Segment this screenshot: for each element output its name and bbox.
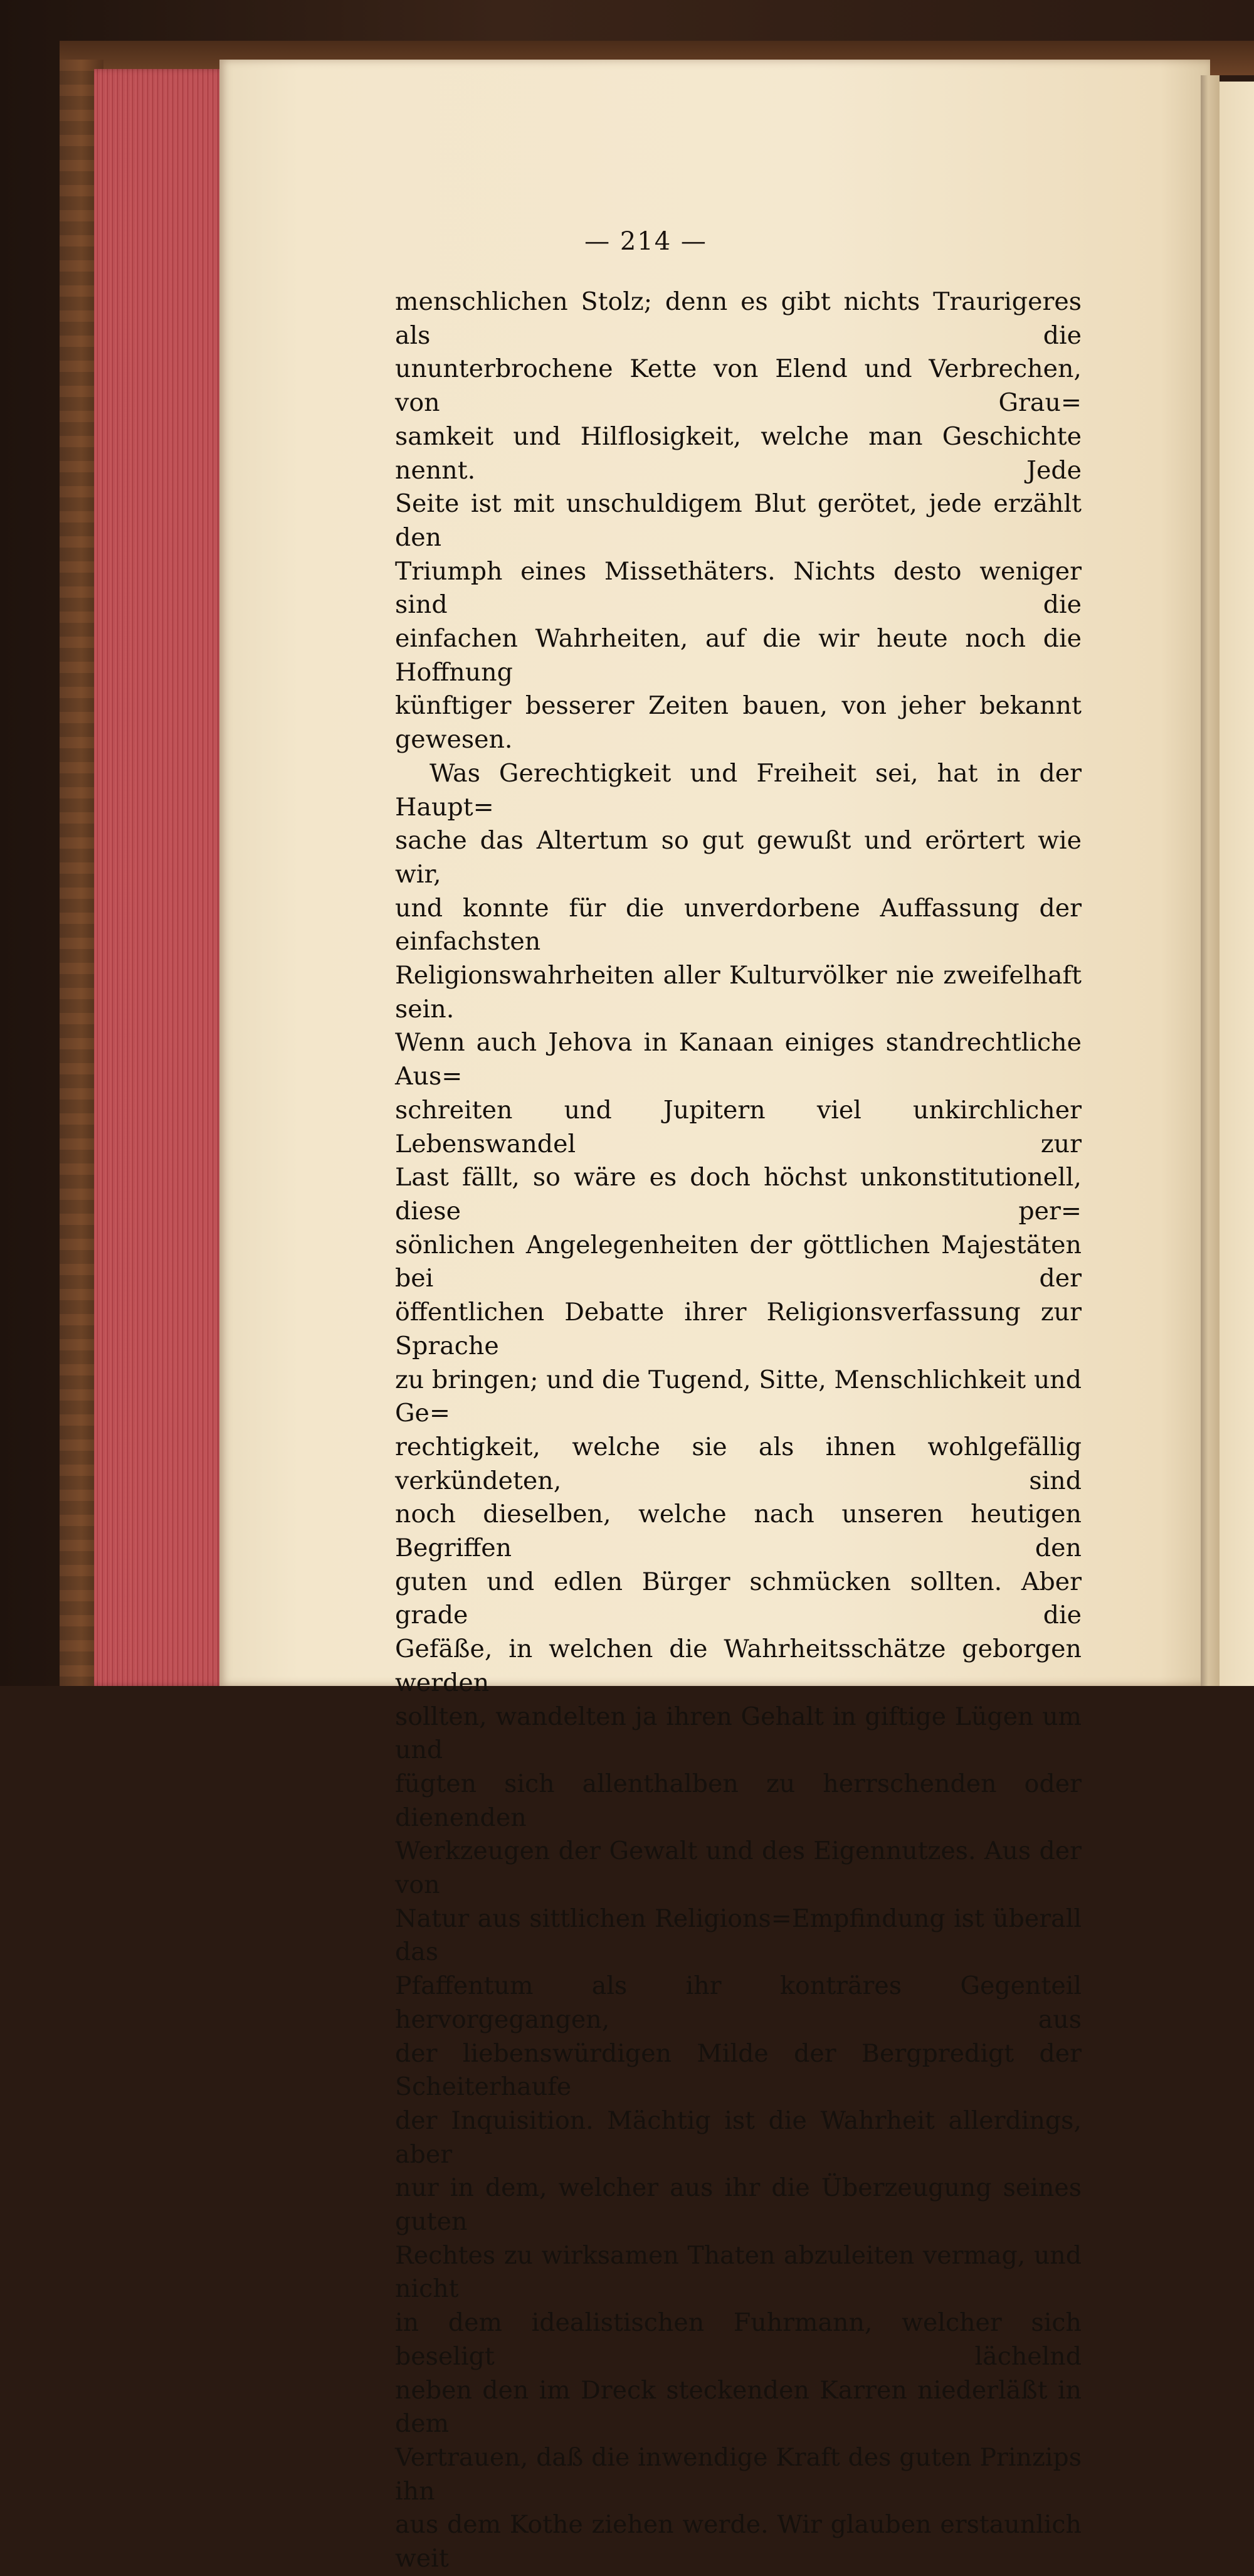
page-number: — 214 — xyxy=(584,227,707,256)
text-line: in dem idealistischen Fuhrmann, welcher sich beseligt lächelnd xyxy=(395,2308,1082,2371)
text-line: Seite ist mit unschuldigem Blut gerötet, jede erzählt den xyxy=(395,489,1082,552)
text-line: der Inquisition. Mächtig ist die Wahrheit allerdings, aber xyxy=(395,2106,1082,2169)
text-line: künftiger besserer Zeiten bauen, von jeher bekannt gewesen. xyxy=(395,691,1082,755)
text-line: Religionswahrheiten aller Kulturvölker nie zweifelhaft sein. xyxy=(395,961,1082,1024)
text-line: samkeit und Hilflosigkeit, welche man Geschichte nennt. Jede xyxy=(395,421,1082,485)
text-line: guten und edlen Bürger schmücken sollten. Aber grade die xyxy=(395,1567,1082,1630)
facing-page-edge xyxy=(1220,82,1254,1686)
text-line: Wenn auch Jehova in Kanaan einiges standrechtliche Aus= xyxy=(395,1028,1082,1091)
text-line: sollten, wandelten ja ihren Gehalt in giftige Lügen um und xyxy=(395,1702,1082,1765)
text-line: schreiten und Jupitern viel unkirchlicher Lebenswandel zur xyxy=(395,1095,1082,1158)
text-line: einfachen Wahrheiten, auf die wir heute noch die Hoffnung xyxy=(395,624,1082,687)
body-text xyxy=(395,285,1082,2576)
text-line: Last fällt, so wäre es doch höchst unkonstitutionell, diese per= xyxy=(395,1163,1082,1226)
text-line: rechtigkeit, welche sie als ihnen wohlgefällig verkündeten, sind xyxy=(395,1432,1082,1495)
text-line: Gefäße, in welchen die Wahrheitsschätze geborgen werden xyxy=(395,1635,1082,1697)
text-line: Vertrauen, daß die inwendige Kraft des guten Prinzips ihn xyxy=(395,2443,1082,2506)
text-line: der liebenswürdigen Milde der Bergpredigt der Scheiterhaufe xyxy=(395,2038,1082,2102)
page-edges xyxy=(94,69,226,1686)
text-line: neben den im Dreck steckenden Karren niederläßt in dem xyxy=(395,2375,1082,2439)
text-line: nur in dem, welcher aus ihr die Überzeugung seines guten xyxy=(395,2173,1082,2237)
page-gutter xyxy=(1201,75,1220,1686)
text-line: Triumph eines Missethäters. Nichts desto weniger sind die xyxy=(395,556,1082,620)
text-line: sache das Altertum so gut gewußt und erörtert wie wir, xyxy=(395,826,1082,889)
text-line: und konnte für die unverdorbene Auffassung der einfachsten xyxy=(395,893,1082,957)
text-line: zu bringen; und die Tugend, Sitte, Menschlichkeit und Ge= xyxy=(395,1365,1082,1428)
text-line: aus dem Kothe ziehen werde. Wir glauben erstaunlich weit xyxy=(395,2510,1082,2573)
text-line: sönlichen Angelegenheiten der göttlichen Majestäten bei der xyxy=(395,1230,1082,1293)
text-line: fügten sich allenthalben zu herrschenden oder dienenden xyxy=(395,1769,1082,1832)
text-line: ununterbrochene Kette von Elend und Verbrechen, von Grau= xyxy=(395,354,1082,418)
text-line: Pfaffentum als ihr konträres Gegenteil hervorgegangen, aus xyxy=(395,1971,1082,2034)
text-line: Natur aus sittlichen Religions=Empfindung ist überall das xyxy=(395,1904,1082,1967)
text-line: Was Gerechtigkeit und Freiheit sei, hat in der Haupt= xyxy=(395,758,1082,822)
text-line: öffentlichen Debatte ihrer Religionsverfassung zur Sprache xyxy=(395,1298,1082,1360)
text-line: Werkzeugen der Gewalt und des Eigennutzes. Aus der von xyxy=(395,1837,1082,1900)
text-line: menschlichen Stolz; denn es gibt nichts Traurigeres als die xyxy=(395,287,1082,350)
text-line: Rechtes zu wirksamen Thaten abzuleiten vermag, und nicht xyxy=(395,2240,1082,2304)
text-line: noch dieselben, welche nach unseren heutigen Begriffen den xyxy=(395,1500,1082,1563)
